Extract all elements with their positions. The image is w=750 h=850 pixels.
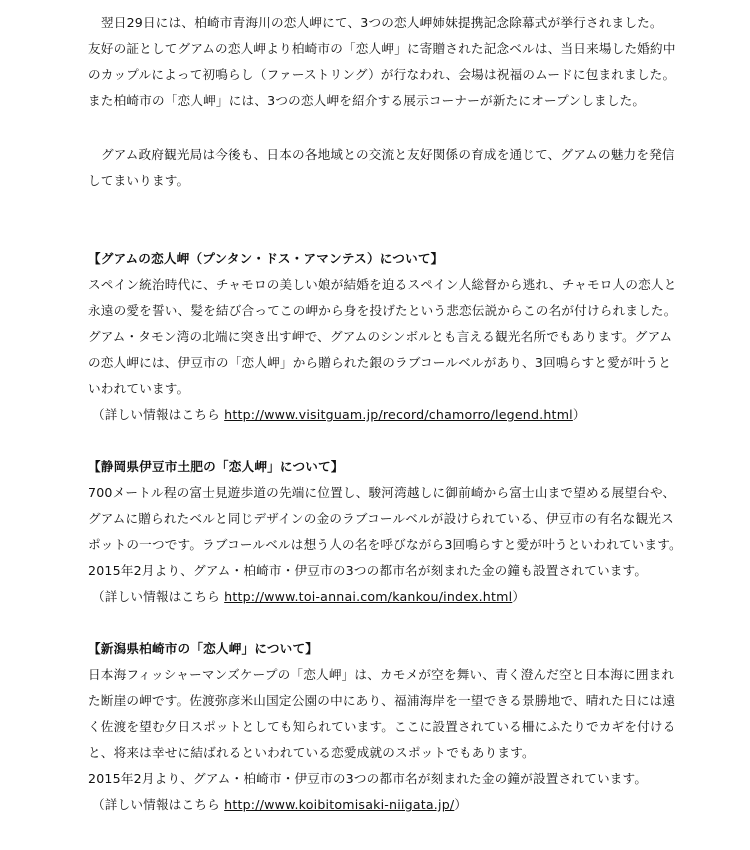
info-prefix: （詳しい情報はこちら bbox=[92, 797, 225, 812]
text-line: の恋人岬には、伊豆市の「恋人岬」から贈られた銀のラブコールベルがあり、3回鳴らすと愛が叶うと bbox=[88, 355, 672, 370]
text-line: 友好の証としてグアムの恋人岬より柏崎市の「恋人岬」に寄贈された記念ベルは、当日来場した婚約中 bbox=[88, 41, 676, 56]
text-line: してまいります。 bbox=[88, 173, 190, 188]
section-spacer bbox=[88, 194, 708, 246]
text-line: のカップルによって初鳴らし（ファーストリング）が行なわれ、会場は祝福のムードに包まれました。 bbox=[88, 67, 676, 82]
section-guam bbox=[88, 246, 708, 428]
intro-paragraph-2 bbox=[88, 142, 708, 194]
text-line: いわれています。 bbox=[88, 381, 190, 396]
section-spacer bbox=[88, 428, 708, 454]
section-spacer bbox=[88, 610, 708, 636]
info-line bbox=[88, 402, 708, 428]
text-line: 永遠の愛を誓い、髪を結び合ってこの岬から身を投げたという悲恋伝説からこの名が付けられました。 bbox=[88, 303, 677, 318]
text-line: た断崖の岬です。佐渡弥彦米山国定公園の中にあり、福浦海岸を一望できる景勝地で、晴れた日には遠 bbox=[88, 693, 676, 708]
text-line: く佐渡を望む夕日スポットとしても知られています。ここに設置されている柵にふたりでカギを付ける bbox=[88, 719, 676, 734]
guam-info-link[interactable]: http://www.visitguam.jp/record/chamorro/legend.html bbox=[224, 407, 573, 422]
kashiwazaki-info-link[interactable]: http://www.koibitomisaki-niigata.jp/ bbox=[224, 797, 455, 812]
text-line: と、将来は幸せに結ばれるといわれている恋愛成就のスポットでもあります。 bbox=[88, 745, 535, 760]
text-line: 700メートル程の富士見遊歩道の先端に位置し、駿河湾越しに御前崎から富士山まで望める展望台や、 bbox=[88, 485, 676, 500]
section-kashiwazaki bbox=[88, 636, 708, 818]
text-line: 翌日29日には、柏崎市青海川の恋人岬にて、3つの恋人岬姉妹提携記念除幕式が挙行されました。 bbox=[101, 15, 663, 30]
info-line bbox=[88, 792, 708, 818]
text-line: グアム政府観光局は今後も、日本の各地域との交流と友好関係の育成を通じて、グアムの魅力を発信 bbox=[101, 147, 675, 162]
text-line: 2015年2月より、グアム・柏崎市・伊豆市の3つの都市名が刻まれた金の鐘も設置されています。 bbox=[88, 563, 648, 578]
info-prefix: （詳しい情報はこちら bbox=[92, 407, 225, 422]
text-line: グアムに贈られたベルと同じデザインの金のラブコールベルが設けられている、伊豆市の有名な観光ス bbox=[88, 511, 674, 526]
text-line: 2015年2月より、グアム・柏崎市・伊豆市の3つの都市名が刻まれた金の鐘が設置されています。 bbox=[88, 771, 648, 786]
izu-info-link[interactable]: http://www.toi-annai.com/kankou/index.html bbox=[224, 589, 513, 604]
info-suffix: ） bbox=[512, 589, 526, 604]
text-line: 日本海フィッシャーマンズケープの「恋人岬」は、カモメが空を舞い、青く澄んだ空と日本海に囲まれ bbox=[88, 667, 675, 682]
info-suffix: ） bbox=[454, 797, 468, 812]
section-heading: 【グアムの恋人岬（プンタン・ドス・アマンテス）について】 bbox=[88, 251, 444, 266]
info-suffix: ） bbox=[572, 407, 586, 422]
text-line: グアム・タモン湾の北端に突き出す岬で、グアムのシンボルとも言える観光名所でもあります。グアム bbox=[88, 329, 673, 344]
text-line: ポットの一つです。ラブコールベルは想う人の名を呼びながら3回鳴らすと愛が叶うといわれています。 bbox=[88, 537, 682, 552]
text-line: スペイン統治時代に、チャモロの美しい娘が結婚を迫るスペイン人総督から逃れ、チャモロ人の恋人と bbox=[88, 277, 677, 292]
info-line bbox=[88, 584, 708, 610]
paragraph-spacer bbox=[88, 114, 708, 142]
section-izu bbox=[88, 454, 708, 610]
section-heading: 【静岡県伊豆市土肥の「恋人岬」について】 bbox=[88, 459, 344, 474]
intro-paragraph-1 bbox=[88, 10, 708, 114]
text-line: また柏崎市の「恋人岬」には、3つの恋人岬を紹介する展示コーナーが新たにオープンしました。 bbox=[88, 93, 646, 108]
document-page bbox=[88, 0, 708, 818]
info-prefix: （詳しい情報はこちら bbox=[92, 589, 225, 604]
section-heading: 【新潟県柏崎市の「恋人岬」について】 bbox=[88, 641, 319, 656]
